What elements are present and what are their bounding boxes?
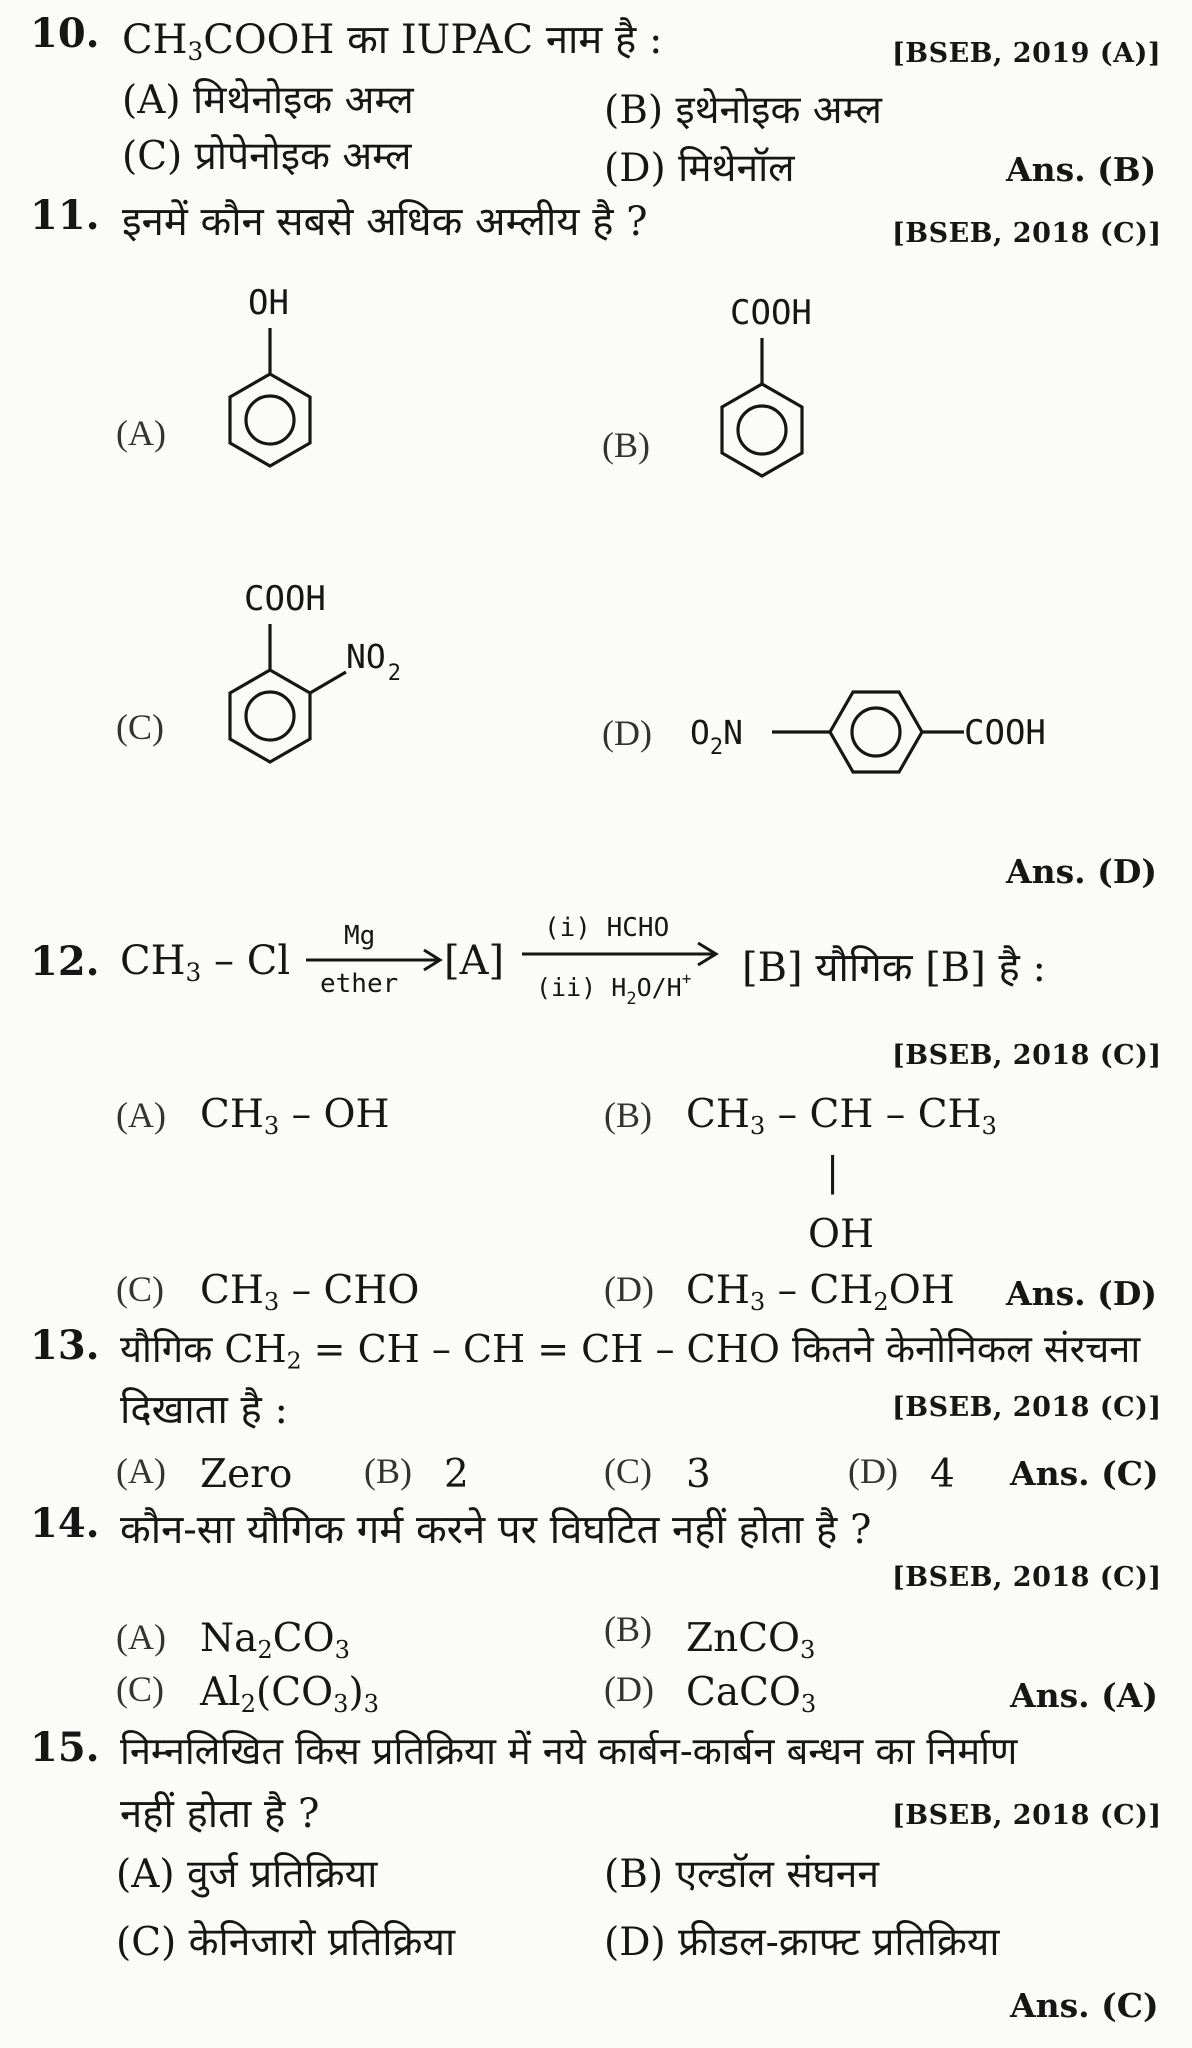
answer: Ans. (B) (1006, 150, 1157, 189)
svg-text:Mg: Mg (344, 921, 376, 951)
answer: Ans. (C) (1010, 1454, 1159, 1493)
option-a-formula: $CH_3$ – OH (200, 1092, 390, 1140)
option-d-label: (D) (602, 713, 652, 753)
option-c-formula: $CH_3$ – CHO (200, 1268, 420, 1316)
option-b: (B) इथेनोइक अम्ल (604, 88, 882, 133)
option-a: (A) मिथेनोइक अम्ल (122, 78, 414, 123)
option-b-value: 2 (444, 1452, 469, 1497)
option-b-label: (B) (604, 1095, 652, 1135)
question-number: 14. (30, 1500, 100, 1547)
question-text: [B] यौगिक [B] है : (742, 945, 1046, 991)
question-text: यौगिक $CH_2$ = CH – CH = CH – CHO कितने केनोनिकल संरचना (120, 1327, 1141, 1375)
svg-text:COOH: COOH (964, 713, 1046, 753)
question-number: 15. (30, 1724, 100, 1771)
question-text-line2: दिखाता है : (120, 1387, 288, 1433)
svg-text:(i) HCHO: (i) HCHO (544, 913, 670, 943)
source-tag: [BSEB, 2019 (A)] (892, 38, 1162, 69)
option-a-label: (A) (116, 413, 166, 453)
option-d: (D) फ्रीडल-क्राफ्ट प्रतिक्रिया (604, 1920, 1000, 1965)
question-number: 11. (30, 192, 100, 239)
option-c-label: (C) (116, 1269, 164, 1309)
option-c-label: (C) (116, 1669, 164, 1709)
phenol-structure (190, 280, 350, 500)
svg-text:COOH: COOH (244, 579, 326, 619)
option-c: (C) केनिजारो प्रतिक्रिया (116, 1920, 456, 1965)
svg-text:O2N: $O_2N$ (690, 713, 743, 760)
svg-text:NO2: $NO_2$ (346, 637, 401, 686)
answer: Ans. (C) (1010, 1986, 1159, 2025)
option-b-formula: ZnCO$_3$ (686, 1616, 816, 1664)
option-c-formula: $Al_2(CO_3)_3$ (200, 1670, 380, 1718)
benzoic-acid-structure (676, 290, 876, 510)
option-b-label: (B) (602, 425, 650, 465)
option-d-formula: $CH_3 - CH_2OH$ (686, 1268, 955, 1316)
option-b-hydroxyl: OH (808, 1212, 874, 1257)
option-d-value: 4 (930, 1452, 955, 1497)
option-a-label: (A) (116, 1617, 166, 1657)
reactant: $CH_3$ – Cl (120, 938, 291, 987)
option-a-label: (A) (116, 1095, 166, 1135)
option-c-value: 3 (686, 1452, 711, 1497)
reaction-arrow-2 (518, 906, 748, 1016)
option-d-label: (D) (848, 1451, 898, 1491)
option-b-label: (B) (364, 1451, 412, 1491)
option-a-value: Zero (200, 1452, 293, 1497)
option-c: (C) प्रोपेनोइक अम्ल (122, 134, 412, 179)
question-text: कौन-सा यौगिक गर्म करने पर विघटित नहीं होता है ? (120, 1507, 872, 1553)
source-tag: [BSEB, 2018 (C)] (892, 1392, 1162, 1423)
source-tag: [BSEB, 2018 (C)] (892, 1800, 1162, 1831)
svg-text:ether: ether (320, 969, 399, 999)
question-text: इनमें कौन सबसे अधिक अम्लीय है ? (122, 199, 648, 245)
question-text: निम्नलिखित किस प्रतिक्रिया में नये कार्बन-कार्बन बन्धन का निर्माण (120, 1729, 1018, 1773)
option-c-label: (C) (116, 707, 164, 747)
source-tag: [BSEB, 2018 (C)] (892, 218, 1162, 249)
option-b: (B) एल्डॉल संघनन (604, 1852, 880, 1897)
option-d: (D) मिथेनॉल (604, 146, 795, 191)
question-number: 12. (30, 938, 100, 985)
answer: Ans. (D) (1006, 852, 1157, 891)
option-b-formula: $CH_3$ – CH – $CH_3$ (686, 1092, 997, 1140)
question-text: $CH_3COOH$ का IUPAC नाम है : (122, 17, 663, 66)
option-d-formula: CaCO$_3$ (686, 1670, 817, 1718)
o-nitrobenzoic-acid-structure (190, 576, 450, 796)
option-a-formula: $Na_2CO_3$ (200, 1616, 350, 1664)
option-a: (A) वुर्ज प्रतिक्रिया (116, 1852, 378, 1897)
svg-text:(ii) H2O/H+: (ii) $H_2O/H^+$ (536, 969, 692, 1009)
svg-text:COOH: COOH (730, 293, 812, 333)
bond-line: | (826, 1150, 840, 1195)
svg-text:OH: OH (248, 283, 289, 323)
question-number: 13. (30, 1322, 100, 1369)
option-d-label: (D) (604, 1269, 654, 1309)
option-a-label: (A) (116, 1451, 166, 1491)
intermediate-a: [A] (444, 938, 505, 984)
option-b-label: (B) (604, 1609, 652, 1649)
question-number: 10. (30, 10, 100, 57)
source-tag: [BSEB, 2018 (C)] (892, 1562, 1162, 1593)
option-d-label: (D) (604, 1669, 654, 1709)
p-nitrobenzoic-acid-structure (684, 666, 1124, 806)
question-text-line2: नहीं होता है ? (120, 1791, 320, 1837)
answer: Ans. (D) (1006, 1274, 1157, 1313)
option-c-label: (C) (604, 1451, 652, 1491)
source-tag: [BSEB, 2018 (C)] (892, 1040, 1162, 1071)
answer: Ans. (A) (1010, 1676, 1158, 1715)
